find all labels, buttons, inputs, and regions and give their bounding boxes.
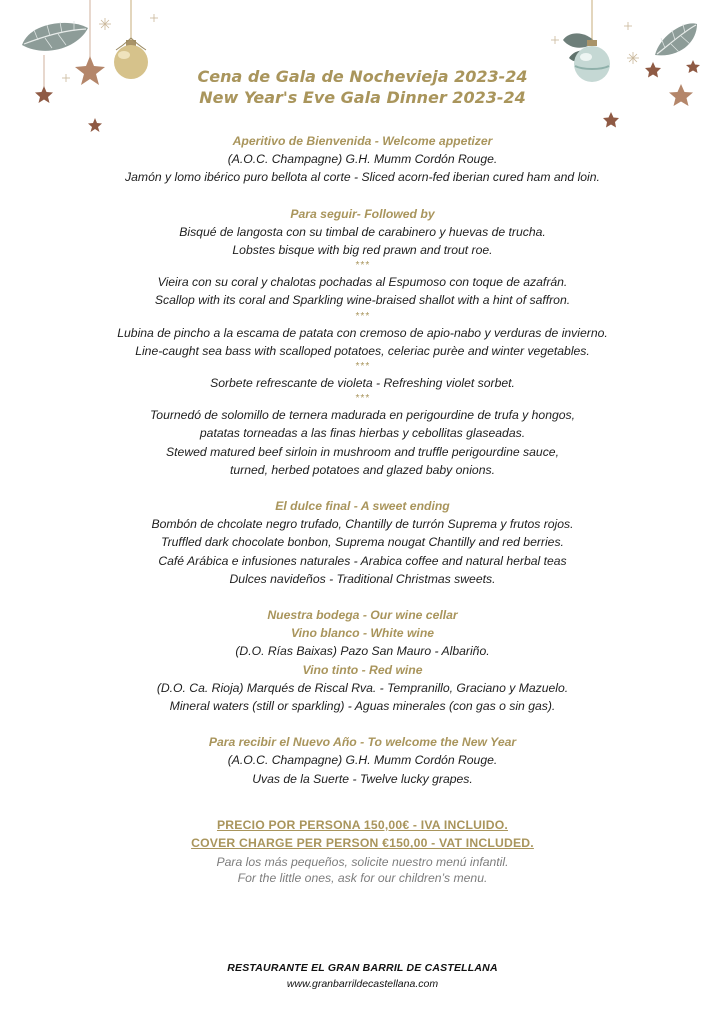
menu-title <box>0 66 725 108</box>
section-wine <box>0 606 725 715</box>
menu-line: Uvas de la Suerte - Twelve lucky grapes. <box>252 771 473 786</box>
dish-line: Scallop with its coral and Sparkling wine-braised shallot with a hint of saffron. <box>154 293 571 308</box>
menu-line: (D.O. Rías Baixas) Pazo San Mauro - Albariño. <box>235 644 490 659</box>
section-welcome <box>0 132 725 187</box>
kids-note <box>0 854 725 887</box>
menu-line: (A.O.C. Champagne) G.H. Mumm Cordón Rouge. <box>227 753 498 768</box>
dish-line: patatas torneadas a las finas hierbas y cebollitas glaseadas. <box>199 426 526 441</box>
section-dessert <box>0 497 725 588</box>
dish-line: Lubina de pincho a la escama de patata con cremoso de apio-nabo y verduras de invierno. <box>117 325 608 340</box>
dish-separator: *** <box>355 393 370 405</box>
star-icon <box>603 112 619 128</box>
dish-separator: *** <box>355 260 370 272</box>
menu-body <box>0 132 725 887</box>
sub-heading-white-wine: Vino blanco - White wine <box>290 626 435 641</box>
sparkle-icon <box>551 36 559 44</box>
section-followed <box>0 205 725 479</box>
website-link[interactable]: www.granbarrildecastellana.com <box>286 978 439 990</box>
leaf-icon <box>22 21 88 51</box>
dish-line: Line-caught sea bass with scalloped potatoes, celeriac purèe and winter vegetables. <box>135 343 590 358</box>
dish-line: turned, herbed potatoes and glazed baby onions. <box>230 462 495 477</box>
title-spanish: Cena de Gala de Nochevieja 2023-24 <box>197 67 528 86</box>
dish-line: Bisqué de langosta con su timbal de carabinero y huevas de trucha. <box>179 224 546 239</box>
sparkle-icon <box>150 14 158 22</box>
section-heading: El dulce final - A sweet ending <box>275 499 450 514</box>
sparkle-icon <box>624 22 632 30</box>
menu-line: Truffled dark chocolate bonbon, Suprema nougat Chantilly and red berries. <box>161 535 564 550</box>
menu-line: (A.O.C. Champagne) G.H. Mumm Cordón Rouge. <box>227 152 498 167</box>
menu-line: Dulces navideños - Traditional Christmas sweets. <box>229 571 496 586</box>
menu-line: Café Arábica e infusiones naturales - Arabica coffee and natural herbal teas <box>158 553 567 568</box>
dish-line: Sorbete refrescante de violeta - Refreshing violet sorbet. <box>210 376 515 391</box>
section-heading: Nuestra bodega - Our wine cellar <box>267 608 458 623</box>
menu-line: (D.O. Ca. Rioja) Marqués de Riscal Rva. - Tempranillo, Graciano y Mazuelo. <box>156 680 569 695</box>
price-english: COVER CHARGE PER PERSON €150,00 - VAT INCLUDED. <box>191 836 534 851</box>
menu-line: Mineral waters (still or sparkling) - Aguas minerales (con gas o sin gas). <box>169 699 556 714</box>
leaf-icon <box>655 23 697 55</box>
section-heading: Para seguir- Followed by <box>290 206 435 221</box>
star-icon <box>88 118 102 132</box>
dish-separator: *** <box>355 310 370 322</box>
price-spanish: PRECIO POR PERSONA 150,00€ - IVA INCLUIDO. <box>216 817 509 832</box>
dish-line: Stewed matured beef sirloin in mushroom and truffle perigourdine sauce, <box>166 444 559 459</box>
dish-line: Vieira con su coral y chalotas pochadas al Espumoso con toque de azafrán. <box>157 275 568 290</box>
sparkle-icon <box>627 52 639 64</box>
price-block <box>0 816 725 853</box>
section-heading: Aperitivo de Bienvenida - Welcome appetizer <box>232 134 493 148</box>
footer <box>0 960 725 992</box>
kids-note-spanish: Para los más pequeños, solicite nuestro menú infantil. <box>216 854 509 869</box>
section-heading: Para recibir el Nuevo Año - To welcome the New Year <box>208 735 517 750</box>
sub-heading-red-wine: Vino tinto - Red wine <box>302 662 423 677</box>
menu-line: Bombón de chcolate negro trufado, Chantilly de turrón Suprema y frutos rojos. <box>151 517 574 532</box>
dish-line: Lobstes bisque with big red prawn and trout roe. <box>232 243 493 258</box>
dish-line: Tournedó de solomillo de ternera madurada en perigourdine de trufa y hongos, <box>149 408 576 423</box>
menu-line: Jamón y lomo ibérico puro bellota al corte - Sliced acorn-fed iberian cured ham and loin. <box>125 170 600 185</box>
dish-separator: *** <box>355 361 370 373</box>
sparkle-icon <box>99 18 111 30</box>
section-new-year <box>0 733 725 788</box>
title-english: New Year's Eve Gala Dinner 2023-24 <box>199 88 526 107</box>
restaurant-name: RESTAURANTE EL GRAN BARRIL DE CASTELLANA <box>227 962 498 974</box>
kids-note-english: For the little ones, ask for our children’s menu. <box>237 871 488 886</box>
